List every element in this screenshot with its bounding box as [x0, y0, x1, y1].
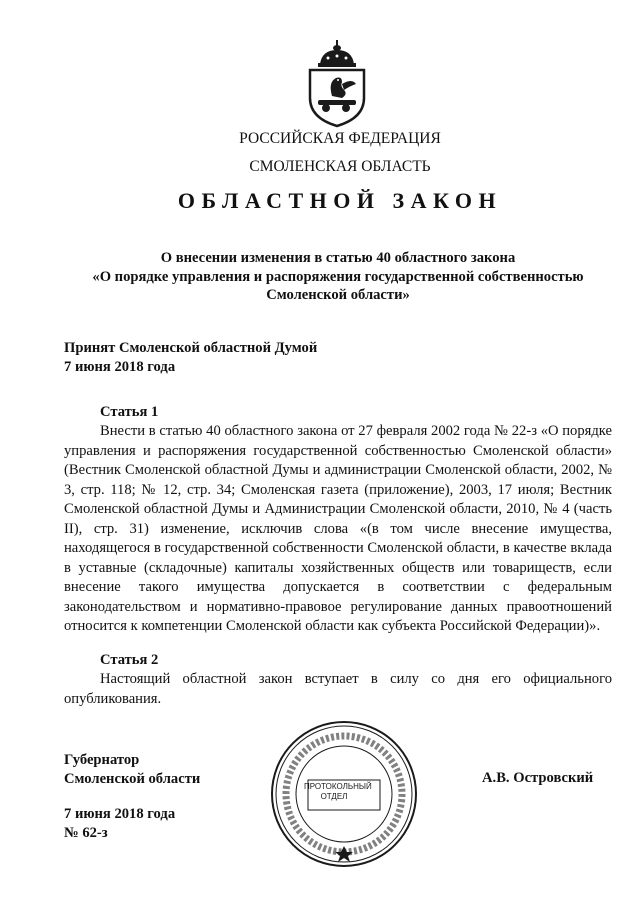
adoption-info	[64, 339, 317, 376]
article-2-text: Настоящий областной закон вступает в силу со дня его официального опубликования.	[64, 671, 612, 707]
subject-line: «О порядке управления и распоряжения государственной собственностью	[92, 268, 584, 285]
adoption-date: 7 июня 2018 года	[64, 358, 176, 375]
federation-heading: РОССИЙСКАЯ ФЕДЕРАЦИЯ	[239, 130, 441, 147]
signatory-position: Губернатор	[64, 752, 140, 768]
region-heading: СМОЛЕНСКАЯ ОБЛАСТЬ	[249, 158, 431, 175]
signatory-name: А.В. Островский	[482, 770, 594, 786]
subject-line: Смоленской области»	[266, 287, 410, 303]
signatory-title	[64, 751, 200, 789]
law-number: № 62-з	[64, 825, 108, 841]
law-type-title: ОБЛАСТНОЙ ЗАКОН	[177, 188, 503, 213]
seal-center-label	[304, 782, 372, 802]
article-1-text: Внести в статью 40 областного закона от 27 февраля 2002 года № 22-з «О порядке управления и распоряжения государственной собственностью Смоленской области» (Вестник Смоленской областной Думы и администрации Смоленской области, 2002, № 3, стр. 118; № 12, стр. 34; Смоленская газета (приложение), 2003, 17 июля; Вестник Смоленской областной Думы и Администрации Смоленской области, 2010, № 4 (часть II), стр. 31) изменение, исключив слова «(в том числе внесение имущества, находящегося в государственной собственности Смоленской области, в качестве вклада в уставные (складочные) капиталы хозяйственных обществ или товариществ, если внесение такого имущества допускается в соответствии с федеральным законодательством и нормативно-правовое регулирование данных правоотношений относится к компетенции Смоленской области как субъекта Российской Федерации)».	[64, 423, 612, 634]
seal-label-line: ОТДЕЛ	[320, 792, 348, 801]
seal-label-line: ПРОТОКОЛЬНЫЙ	[304, 782, 372, 791]
signing-info	[64, 805, 175, 843]
article-1-heading: Статья 1	[100, 404, 159, 420]
subject-line: О внесении изменения в статью 40 областного закона	[160, 250, 516, 266]
coat-of-arms-icon	[298, 38, 376, 128]
signatory-region: Смоленской области	[64, 771, 201, 787]
signing-date: 7 июня 2018 года	[64, 806, 176, 822]
law-subject	[64, 249, 612, 305]
adoption-body: Принят Смоленской областной Думой	[64, 340, 318, 356]
article-2-heading: Статья 2	[100, 652, 159, 668]
